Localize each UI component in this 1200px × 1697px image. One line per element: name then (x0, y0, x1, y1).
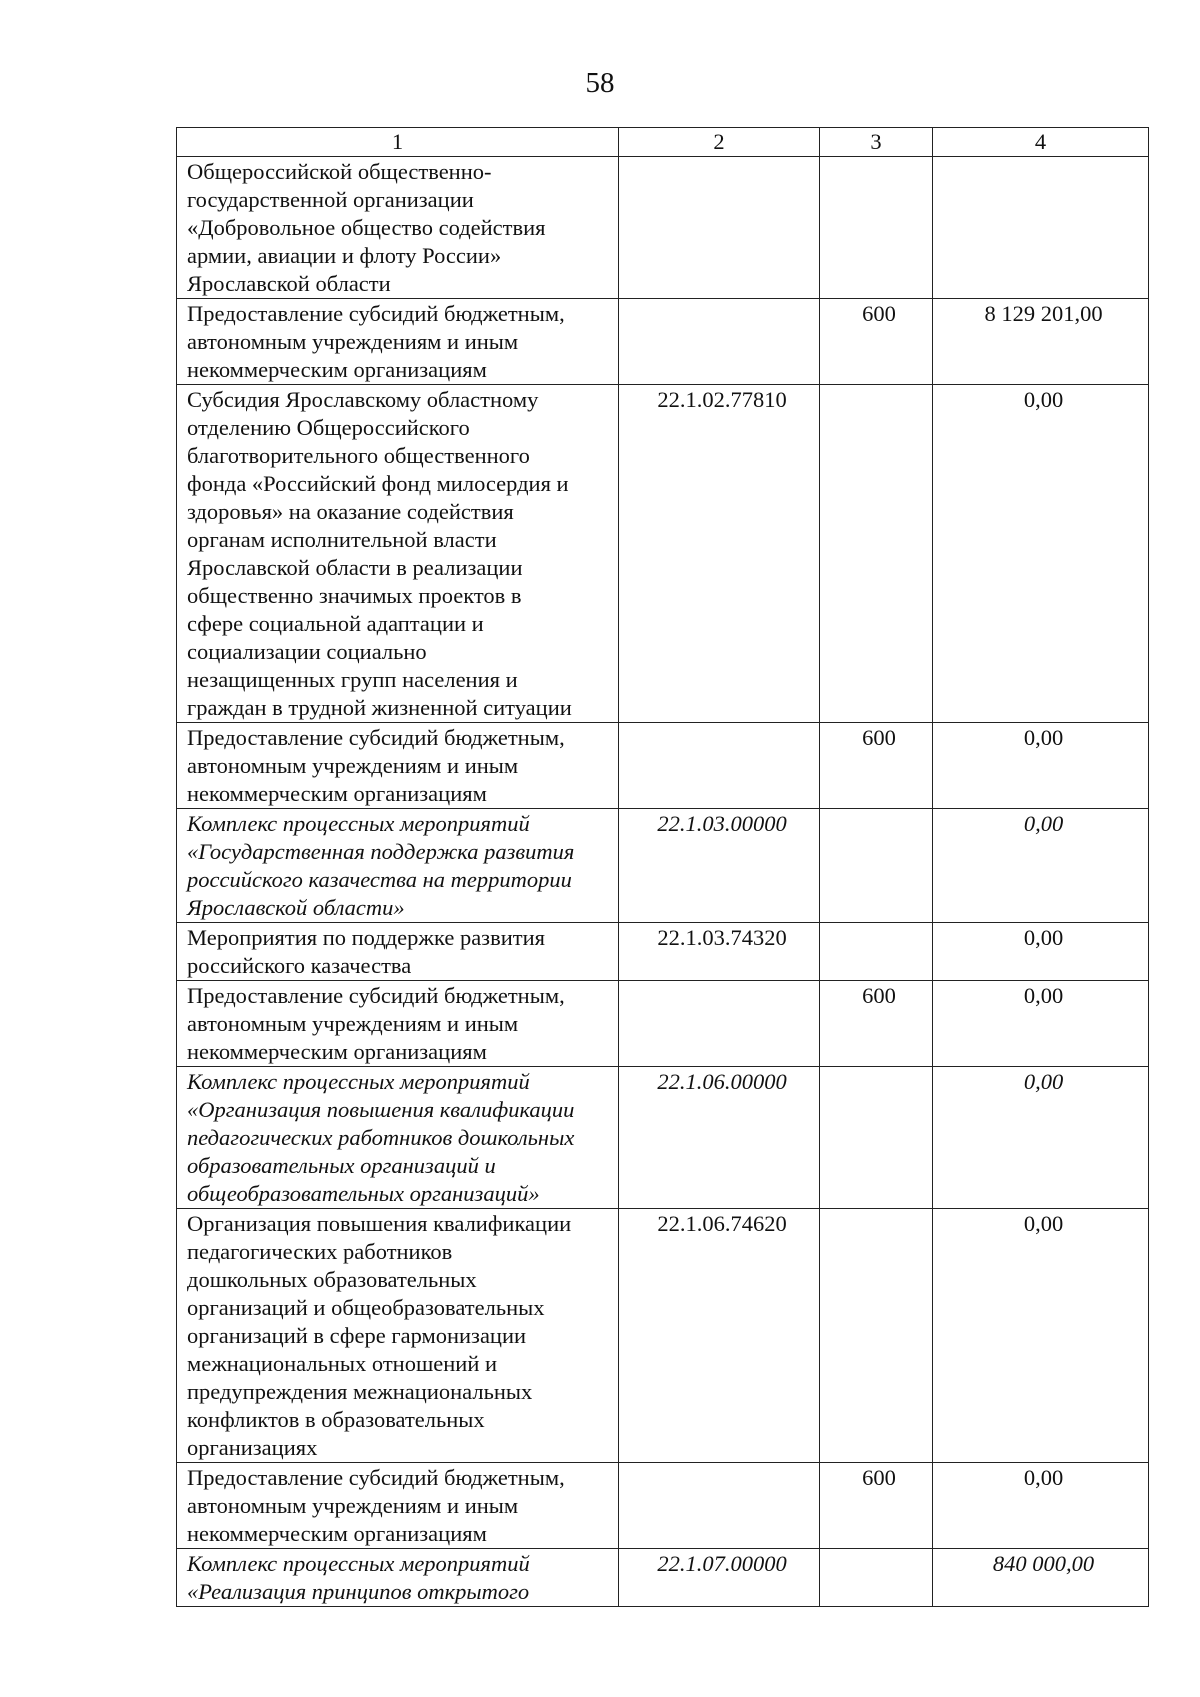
table-row (177, 981, 1149, 1067)
row-amount-cell: 0,00 (933, 1067, 1149, 1209)
table-row (177, 1463, 1149, 1549)
table-row (177, 1549, 1149, 1607)
header-col-3: 3 (820, 128, 933, 157)
row-name-cell: Предоставление субсидий бюджетным, автономным учреждениям и иным некоммерческим организациям (177, 981, 619, 1067)
row-type-cell (820, 923, 933, 981)
row-name-cell: Организация повышения квалификации педагогических работников дошкольных образовательных организаций и общеобразовательных организаций в сфере гармонизации межнациональных отношений и предупреждения межнациональных конфликтов в образовательных организациях (177, 1209, 619, 1463)
table-row (177, 299, 1149, 385)
row-code-cell (619, 981, 820, 1067)
table-row (177, 923, 1149, 981)
page-number: 58 (585, 67, 615, 99)
row-amount-cell: 0,00 (933, 809, 1149, 923)
table-row (177, 1067, 1149, 1209)
row-amount-cell: 840 000,00 (933, 1549, 1149, 1607)
row-name-cell: Субсидия Ярославскому областному отделению Общероссийского благотворительного общественного фонда «Российский фонд милосердия и здоровья» на оказание содействия органам исполнительной власти Ярославской области в реализации общественно значимых проектов в сфере социальной адаптации и социализации социально незащищенных групп населения и граждан в трудной жизненной ситуации (177, 385, 619, 723)
row-code-cell (619, 157, 820, 299)
row-code-cell: 22.1.03.74320 (619, 923, 820, 981)
row-amount-cell: 0,00 (933, 1463, 1149, 1549)
row-amount-cell: 0,00 (933, 385, 1149, 723)
row-type-cell (820, 1549, 933, 1607)
row-name-cell: Общероссийской общественно- государственной организации «Добровольное общество содействия армии, авиации и флоту России» Ярославской области (177, 157, 619, 299)
row-code-cell: 22.1.03.00000 (619, 809, 820, 923)
budget-table (176, 127, 1149, 1607)
table-row (177, 157, 1149, 299)
row-type-cell: 600 (820, 1463, 933, 1549)
row-code-cell: 22.1.06.00000 (619, 1067, 820, 1209)
row-code-cell (619, 1463, 820, 1549)
row-type-cell (820, 809, 933, 923)
row-amount-cell: 0,00 (933, 923, 1149, 981)
row-type-cell: 600 (820, 299, 933, 385)
row-code-cell (619, 299, 820, 385)
row-type-cell (820, 385, 933, 723)
row-type-cell: 600 (820, 981, 933, 1067)
row-name-cell: Комплекс процессных мероприятий «Организация повышения квалификации педагогических работников дошкольных образовательных организаций и общеобразовательных организаций» (177, 1067, 619, 1209)
row-name-cell: Мероприятия по поддержке развития российского казачества (177, 923, 619, 981)
table-row (177, 1209, 1149, 1463)
row-name-cell: Предоставление субсидий бюджетным, автономным учреждениям и иным некоммерческим организациям (177, 299, 619, 385)
row-type-cell (820, 157, 933, 299)
row-code-cell: 22.1.07.00000 (619, 1549, 820, 1607)
row-name-cell: Предоставление субсидий бюджетным, автономным учреждениям и иным некоммерческим организациям (177, 1463, 619, 1549)
row-name-cell: Комплекс процессных мероприятий «Реализация принципов открытого (177, 1549, 619, 1607)
row-name-cell: Предоставление субсидий бюджетным, автономным учреждениям и иным некоммерческим организациям (177, 723, 619, 809)
row-amount-cell: 0,00 (933, 723, 1149, 809)
row-amount-cell: 0,00 (933, 1209, 1149, 1463)
table-row (177, 809, 1149, 923)
table-row (177, 723, 1149, 809)
header-col-1: 1 (177, 128, 619, 157)
row-type-cell (820, 1209, 933, 1463)
row-code-cell: 22.1.02.77810 (619, 385, 820, 723)
row-code-cell: 22.1.06.74620 (619, 1209, 820, 1463)
row-amount-cell: 0,00 (933, 981, 1149, 1067)
row-amount-cell: 8 129 201,00 (933, 299, 1149, 385)
header-col-4: 4 (933, 128, 1149, 157)
table-body (177, 128, 1149, 1607)
row-type-cell: 600 (820, 723, 933, 809)
row-code-cell (619, 723, 820, 809)
table-row (177, 385, 1149, 723)
row-name-cell: Комплекс процессных мероприятий «Государственная поддержка развития российского казачества на территории Ярославской области» (177, 809, 619, 923)
row-type-cell (820, 1067, 933, 1209)
row-amount-cell (933, 157, 1149, 299)
table-header-row (177, 128, 1149, 157)
header-col-2: 2 (619, 128, 820, 157)
